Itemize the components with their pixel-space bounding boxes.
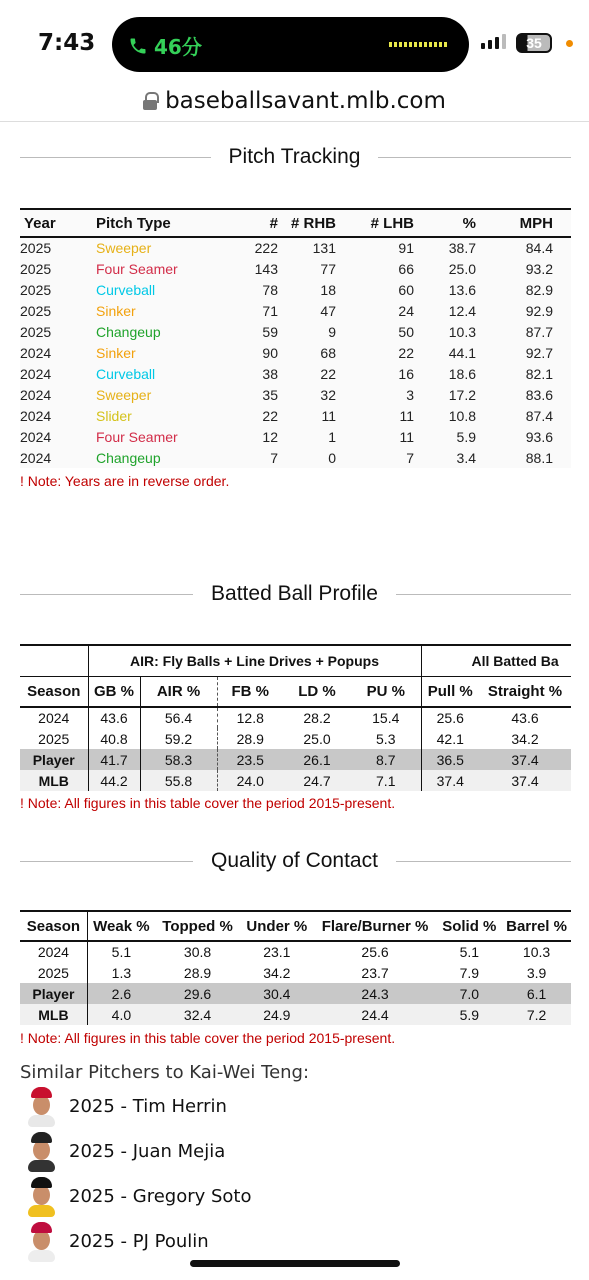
similar-pitcher-link[interactable]: 2025 - Tim Herrin xyxy=(69,1095,227,1117)
cell-solid: 5.9 xyxy=(437,1004,503,1025)
cell-pct: 10.3 xyxy=(432,321,494,342)
cell-year: 2024 xyxy=(20,426,96,447)
col-fb[interactable]: FB % xyxy=(217,676,283,707)
cell-air: 56.4 xyxy=(140,707,217,728)
cell-gb: 40.8 xyxy=(88,728,140,749)
cell-air: 58.3 xyxy=(140,749,217,770)
cell-flare: 23.7 xyxy=(361,964,389,981)
phone-icon xyxy=(128,36,148,56)
cell-lhb: 11 xyxy=(354,405,432,426)
cell-year: 2024 xyxy=(20,363,96,384)
cell-air: 59.2 xyxy=(140,728,217,749)
pitch-tracking-title: Pitch Tracking xyxy=(0,145,589,169)
cell-fb: 24.0 xyxy=(217,770,283,791)
similar-pitcher-item[interactable] xyxy=(28,1220,209,1262)
table-group-header xyxy=(20,645,571,676)
table-row xyxy=(20,363,571,384)
col-topped[interactable]: Topped % xyxy=(155,911,240,941)
cell-lhb: 91 xyxy=(354,237,432,258)
cell-rhb: 32 xyxy=(278,384,354,405)
cell-season: MLB xyxy=(20,1004,87,1025)
cell-pitch-type[interactable]: Changeup xyxy=(96,447,224,468)
cell-gb: 41.7 xyxy=(88,749,140,770)
cell-straight: 37.4 xyxy=(479,749,571,770)
cell-mph: 92.9 xyxy=(494,300,571,321)
cell-count: 222 xyxy=(224,237,278,258)
home-indicator[interactable] xyxy=(190,1260,400,1267)
similar-pitcher-link[interactable]: 2025 - PJ Poulin xyxy=(69,1230,209,1252)
cell-rhb: 68 xyxy=(278,342,354,363)
cell-ld: 25.0 xyxy=(303,730,331,747)
cell-pull: 25.6 xyxy=(421,707,479,728)
cell-pitch-type[interactable]: Changeup xyxy=(96,321,224,342)
similar-pitcher-link[interactable]: 2025 - Juan Mejia xyxy=(69,1140,226,1162)
cell-straight: 43.6 xyxy=(511,710,539,726)
cell-pu: 15.4 xyxy=(372,710,400,726)
lock-icon xyxy=(143,92,157,110)
status-bar xyxy=(0,0,589,80)
cell-fb: 12.8 xyxy=(217,707,283,728)
cell-rhb: 11 xyxy=(278,405,354,426)
col-under[interactable]: Under % xyxy=(240,911,313,941)
quality-contact-table xyxy=(20,910,571,1025)
table-row xyxy=(20,258,571,279)
cell-lhb: 16 xyxy=(354,363,432,384)
cell-under: 34.2 xyxy=(263,964,291,981)
cell-lhb: 22 xyxy=(354,342,432,363)
cell-count: 90 xyxy=(224,342,278,363)
cell-topped: 30.8 xyxy=(183,944,212,960)
table-row xyxy=(20,405,571,426)
cell-pct: 17.2 xyxy=(432,384,494,405)
cell-lhb: 50 xyxy=(354,321,432,342)
cell-lhb: 7 xyxy=(354,447,432,468)
cell-solid: 7.9 xyxy=(459,964,480,981)
cell-barrel: 3.9 xyxy=(526,964,547,981)
cell-flare: 24.3 xyxy=(314,983,437,1004)
table-row xyxy=(20,300,571,321)
cell-mph: 83.6 xyxy=(494,384,571,405)
col-solid[interactable]: Solid % xyxy=(437,911,503,941)
cell-pu: 5.3 xyxy=(376,730,396,747)
cell-lhb: 60 xyxy=(354,279,432,300)
cell-flare: 25.6 xyxy=(361,944,389,960)
batted-ball-title: Batted Ball Profile xyxy=(0,582,589,606)
cell-pct: 38.7 xyxy=(432,237,494,258)
avatar[interactable] xyxy=(28,1175,55,1217)
col-pull[interactable]: Pull % xyxy=(421,676,479,707)
cell-under: 24.9 xyxy=(240,1004,313,1025)
cell-rhb: 1 xyxy=(278,426,354,447)
cell-season: 2025 xyxy=(37,964,69,981)
table-row xyxy=(20,770,571,791)
cell-season: 2024 xyxy=(37,944,69,960)
cell-fb: 23.5 xyxy=(217,749,283,770)
cell-ld: 26.1 xyxy=(283,749,351,770)
col-weak[interactable]: Weak % xyxy=(87,911,155,941)
similar-pitcher-link[interactable]: 2025 - Gregory Soto xyxy=(69,1185,252,1207)
url-text: baseballsavant.mlb.com xyxy=(165,87,446,114)
table-row xyxy=(20,749,571,770)
cell-rhb: 0 xyxy=(278,447,354,468)
pitch-tracking-table xyxy=(20,208,571,468)
cell-year: 2024 xyxy=(20,384,96,405)
cell-under: 30.4 xyxy=(240,983,313,1004)
cell-ld: 24.7 xyxy=(283,770,351,791)
table-row xyxy=(20,962,571,983)
cell-pct: 18.6 xyxy=(432,363,494,384)
cell-mph: 93.2 xyxy=(494,258,571,279)
table-header xyxy=(20,209,571,237)
cell-gb: 43.6 xyxy=(88,707,140,728)
col-count[interactable]: # xyxy=(224,209,278,237)
quality-contact-note: ! Note: All figures in this table cover the period 2015-present. xyxy=(20,1030,396,1046)
cell-solid: 5.1 xyxy=(459,944,480,960)
cell-pitch-type[interactable]: Sinker xyxy=(96,300,224,321)
cell-season: 2024 xyxy=(38,710,70,726)
col-mph[interactable]: MPH xyxy=(494,209,571,237)
cell-lhb: 66 xyxy=(354,258,432,279)
cell-pct: 5.9 xyxy=(432,426,494,447)
cell-rhb: 18 xyxy=(278,279,354,300)
col-flare[interactable]: Flare/Burner % xyxy=(314,911,437,941)
cell-mph: 82.9 xyxy=(494,279,571,300)
call-duration: 46分 xyxy=(154,35,202,59)
col-pct[interactable]: % xyxy=(432,209,494,237)
table-header xyxy=(20,676,571,707)
cell-mph: 88.1 xyxy=(494,447,571,468)
quality-contact-title: Quality of Contact xyxy=(0,849,589,873)
col-season[interactable]: Season xyxy=(20,911,87,941)
col-rhb[interactable]: # RHB xyxy=(278,209,354,237)
cell-rhb: 131 xyxy=(278,237,354,258)
col-pu[interactable]: PU % xyxy=(351,676,421,707)
cell-solid: 7.0 xyxy=(437,983,503,1004)
cell-count: 22 xyxy=(224,405,278,426)
cell-year: 2025 xyxy=(20,321,96,342)
battery-level: 35 xyxy=(526,35,542,51)
col-season[interactable]: Season xyxy=(20,676,88,707)
cell-season: Player xyxy=(20,749,88,770)
table-row xyxy=(20,342,571,363)
similar-pitcher-item[interactable] xyxy=(28,1130,225,1172)
cell-pitch-type[interactable]: Sweeper xyxy=(96,384,224,405)
signal-icon xyxy=(481,34,506,49)
cell-count: 35 xyxy=(224,384,278,405)
cell-rhb: 77 xyxy=(278,258,354,279)
cell-gb: 44.2 xyxy=(88,770,140,791)
cell-barrel: 6.1 xyxy=(502,983,571,1004)
table-row xyxy=(20,728,571,749)
cell-pct: 25.0 xyxy=(432,258,494,279)
cell-straight: 34.2 xyxy=(511,730,539,747)
group-all-batted: All Batted Ba xyxy=(421,645,571,676)
cell-mph: 87.4 xyxy=(494,405,571,426)
cell-pu: 7.1 xyxy=(351,770,421,791)
cell-flare: 24.4 xyxy=(314,1004,437,1025)
cell-season: 2025 xyxy=(38,730,70,747)
audio-wave-icon xyxy=(389,42,449,47)
table-row xyxy=(20,426,571,447)
cell-count: 38 xyxy=(224,363,278,384)
batted-ball-table xyxy=(20,644,571,791)
col-ld[interactable]: LD % xyxy=(283,676,351,707)
cell-lhb: 11 xyxy=(354,426,432,447)
similar-pitcher-item[interactable] xyxy=(28,1085,227,1127)
cell-pitch-type[interactable]: Sinker xyxy=(96,342,224,363)
cell-air: 55.8 xyxy=(140,770,217,791)
cell-topped: 28.9 xyxy=(183,964,212,981)
similar-pitchers-title: Similar Pitchers to Kai-Wei Teng: xyxy=(20,1062,310,1083)
cell-lhb: 3 xyxy=(354,384,432,405)
cell-pct: 44.1 xyxy=(432,342,494,363)
similar-pitcher-item[interactable] xyxy=(28,1175,252,1217)
cell-count: 59 xyxy=(224,321,278,342)
cell-barrel: 10.3 xyxy=(522,944,551,960)
col-barrel[interactable]: Barrel % xyxy=(502,911,571,941)
cell-weak: 4.0 xyxy=(87,1004,155,1025)
cell-count: 7 xyxy=(224,447,278,468)
cell-year: 2025 xyxy=(20,258,96,279)
cell-pct: 10.8 xyxy=(432,405,494,426)
cell-pull: 37.4 xyxy=(421,770,479,791)
cell-mph: 92.7 xyxy=(494,342,571,363)
table-row xyxy=(20,447,571,468)
table-row xyxy=(20,707,571,728)
cell-season: MLB xyxy=(20,770,88,791)
cell-rhb: 47 xyxy=(278,300,354,321)
cell-pitch-type[interactable]: Four Seamer xyxy=(96,258,224,279)
cell-count: 78 xyxy=(224,279,278,300)
cell-mph: 93.6 xyxy=(494,426,571,447)
table-row xyxy=(20,941,571,962)
cell-pct: 13.6 xyxy=(432,279,494,300)
cell-topped: 29.6 xyxy=(155,983,240,1004)
cell-year: 2025 xyxy=(20,279,96,300)
cell-count: 143 xyxy=(224,258,278,279)
address-bar[interactable] xyxy=(0,80,589,122)
cell-year: 2024 xyxy=(20,342,96,363)
mic-indicator-icon xyxy=(566,40,573,47)
cell-year: 2025 xyxy=(20,237,96,258)
cell-pu: 8.7 xyxy=(351,749,421,770)
battery-icon xyxy=(516,33,552,53)
cell-year: 2024 xyxy=(20,447,96,468)
cell-barrel: 7.2 xyxy=(502,1004,571,1025)
cell-count: 12 xyxy=(224,426,278,447)
cell-ld: 28.2 xyxy=(303,710,331,726)
cell-season: Player xyxy=(20,983,87,1004)
pitch-tracking-note: ! Note: Years are in reverse order. xyxy=(20,473,230,489)
table-header xyxy=(20,911,571,941)
cell-year: 2024 xyxy=(20,405,96,426)
cell-pitch-type[interactable]: Sweeper xyxy=(96,237,224,258)
cell-rhb: 9 xyxy=(278,321,354,342)
status-time: 7:43 xyxy=(38,30,96,56)
avatar[interactable] xyxy=(28,1130,55,1172)
cell-rhb: 22 xyxy=(278,363,354,384)
cell-pitch-type[interactable]: Curveball xyxy=(96,279,224,300)
cell-mph: 82.1 xyxy=(494,363,571,384)
cell-mph: 87.7 xyxy=(494,321,571,342)
cell-topped: 32.4 xyxy=(155,1004,240,1025)
cell-fb: 28.9 xyxy=(217,728,283,749)
call-indicator[interactable] xyxy=(128,31,202,60)
table-row xyxy=(20,983,571,1004)
cell-weak: 1.3 xyxy=(87,962,155,983)
cell-pull: 36.5 xyxy=(421,749,479,770)
cell-count: 71 xyxy=(224,300,278,321)
avatar[interactable] xyxy=(28,1220,55,1262)
dynamic-island[interactable] xyxy=(112,17,469,72)
cell-pct: 3.4 xyxy=(432,447,494,468)
cell-year: 2025 xyxy=(20,300,96,321)
avatar[interactable] xyxy=(28,1085,55,1127)
table-row xyxy=(20,1004,571,1025)
col-lhb[interactable]: # LHB xyxy=(354,209,432,237)
cell-pitch-type[interactable]: Four Seamer xyxy=(96,426,224,447)
cell-pull: 42.1 xyxy=(421,728,479,749)
cell-weak: 5.1 xyxy=(87,941,155,962)
cell-pct: 12.4 xyxy=(432,300,494,321)
cell-straight: 37.4 xyxy=(479,770,571,791)
table-row xyxy=(20,279,571,300)
table-row xyxy=(20,321,571,342)
table-row xyxy=(20,237,571,258)
cell-pitch-type[interactable]: Curveball xyxy=(96,363,224,384)
col-straight[interactable]: Straight % xyxy=(479,676,571,707)
cell-pitch-type[interactable]: Slider xyxy=(96,405,224,426)
col-gb[interactable]: GB % xyxy=(88,676,140,707)
cell-weak: 2.6 xyxy=(87,983,155,1004)
cell-lhb: 24 xyxy=(354,300,432,321)
col-year[interactable]: Year xyxy=(20,209,96,237)
cell-under: 23.1 xyxy=(263,944,291,960)
batted-ball-note: ! Note: All figures in this table cover the period 2015-present. xyxy=(20,795,396,811)
col-air[interactable]: AIR % xyxy=(140,676,217,707)
cell-mph: 84.4 xyxy=(494,237,571,258)
table-row xyxy=(20,384,571,405)
group-air: AIR: Fly Balls + Line Drives + Popups xyxy=(88,645,421,676)
col-pitch-type[interactable]: Pitch Type xyxy=(96,209,224,237)
